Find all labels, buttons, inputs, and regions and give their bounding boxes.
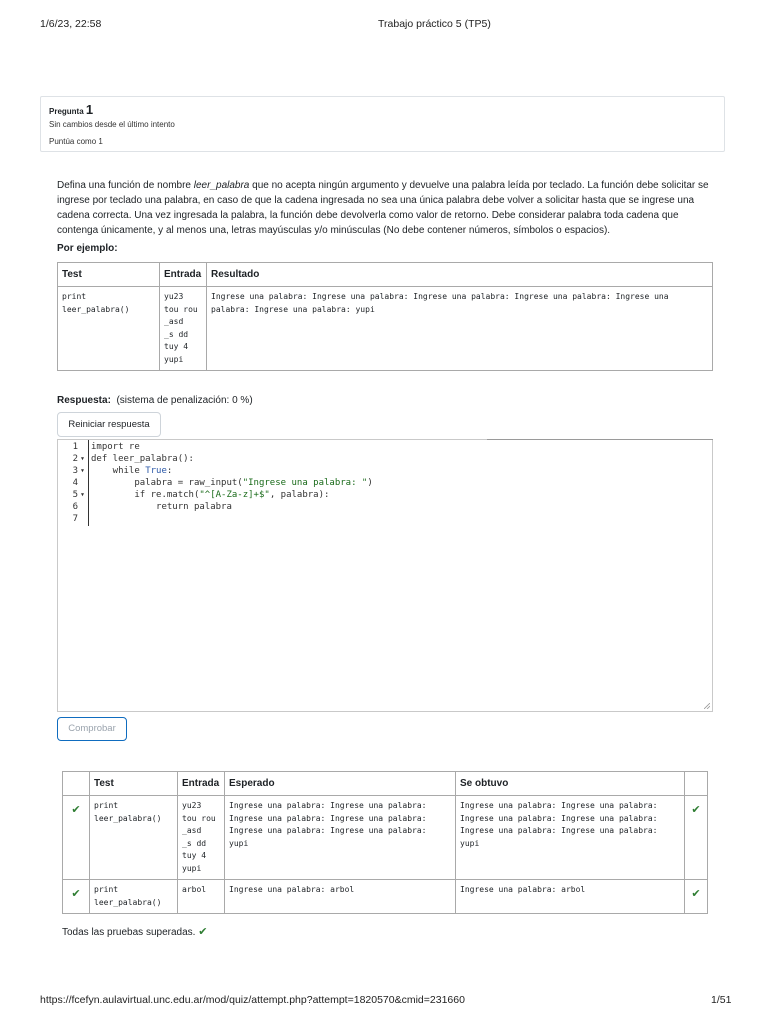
line-number: 1 bbox=[72, 442, 78, 452]
table-row bbox=[63, 880, 708, 914]
code-line[interactable] bbox=[58, 513, 698, 525]
row2-got-cell: Ingrese una palabra: arbol bbox=[456, 880, 685, 914]
code-token: if re.match( bbox=[91, 490, 200, 500]
row1-pass-left bbox=[63, 796, 90, 880]
code-token: def leer_palabra(): bbox=[91, 454, 194, 464]
code-token: True bbox=[145, 466, 167, 476]
results-col-got: Se obtuvo bbox=[456, 772, 685, 796]
results-col-expected: Esperado bbox=[225, 772, 456, 796]
print-page-title: Trabajo práctico 5 (TP5) bbox=[378, 18, 491, 30]
code-source bbox=[91, 453, 194, 465]
fold-arrow-icon[interactable]: ▼ bbox=[81, 492, 85, 498]
statement-function-name: leer_palabra bbox=[193, 180, 250, 191]
code-token: , palabra): bbox=[269, 490, 330, 500]
row2-test-cell: print leer_palabra() bbox=[90, 880, 178, 914]
question-statement bbox=[57, 178, 712, 238]
code-source bbox=[91, 441, 140, 453]
code-token: palabra = raw_input( bbox=[91, 478, 243, 488]
row2-pass-right bbox=[685, 880, 708, 914]
row1-test-cell: print leer_palabra() bbox=[90, 796, 178, 880]
row2-expected-cell: Ingrese una palabra: arbol bbox=[225, 880, 456, 914]
example-table-header bbox=[58, 263, 713, 287]
question-grade: Puntúa como 1 bbox=[49, 137, 103, 146]
code-line[interactable] bbox=[58, 501, 698, 513]
editor-divider bbox=[487, 439, 713, 440]
code-editor[interactable] bbox=[57, 439, 713, 712]
row1-expected-cell: Ingrese una palabra: Ingrese una palabra: Ingrese una palabra: Ingrese una palabra: Ingrese una palabra: Ingrese una palabra: yupi bbox=[225, 796, 456, 880]
check-mark-icon: ✔ bbox=[71, 804, 81, 816]
check-mark-icon: ✔ bbox=[198, 926, 208, 938]
line-number: 4 bbox=[72, 478, 78, 488]
code-token: : bbox=[166, 466, 173, 476]
results-col-status bbox=[63, 772, 90, 796]
question-number-value: 1 bbox=[85, 102, 94, 117]
code-token: "Ingrese una palabra: " bbox=[242, 478, 368, 488]
print-datetime: 1/6/23, 22:58 bbox=[40, 18, 102, 30]
example-col-test: Test bbox=[58, 263, 160, 287]
fold-arrow-icon[interactable]: ▼ bbox=[81, 456, 85, 462]
reset-answer-button[interactable]: Reiniciar respuesta bbox=[57, 412, 161, 437]
code-line[interactable] bbox=[58, 441, 698, 453]
line-number: 3 bbox=[72, 466, 78, 476]
results-table bbox=[62, 771, 708, 914]
results-col-status-right bbox=[685, 772, 708, 796]
example-col-result: Resultado bbox=[207, 263, 713, 287]
code-lines[interactable] bbox=[58, 441, 698, 525]
results-table-header bbox=[63, 772, 708, 796]
question-info-box bbox=[40, 96, 725, 152]
code-token: "^[A-Za-z]+$" bbox=[199, 490, 270, 500]
example-test-cell: print leer_palabra() bbox=[58, 287, 160, 371]
code-source bbox=[91, 489, 329, 501]
code-token: while bbox=[91, 466, 146, 476]
code-source bbox=[91, 501, 232, 513]
resize-handle-icon[interactable] bbox=[704, 703, 710, 709]
example-title: Por ejemplo: bbox=[57, 243, 118, 254]
row2-input-cell: arbol bbox=[178, 880, 225, 914]
answer-label bbox=[57, 395, 253, 406]
table-row bbox=[58, 287, 713, 371]
results-col-test: Test bbox=[90, 772, 178, 796]
line-number: 7 bbox=[72, 514, 78, 524]
row1-got-cell: Ingrese una palabra: Ingrese una palabra: Ingrese una palabra: Ingrese una palabra: Ingrese una palabra: Ingrese una palabra: yupi bbox=[456, 796, 685, 880]
line-number: 6 bbox=[72, 502, 78, 512]
answer-label-text: Respuesta: bbox=[57, 395, 111, 406]
check-mark-icon: ✔ bbox=[691, 804, 701, 816]
code-line[interactable] bbox=[58, 477, 698, 489]
code-token: ) bbox=[367, 478, 373, 488]
check-mark-icon: ✔ bbox=[691, 888, 701, 900]
summary-text: Todas las pruebas superadas. bbox=[62, 927, 196, 938]
example-col-input: Entrada bbox=[160, 263, 207, 287]
code-line[interactable] bbox=[58, 489, 698, 501]
example-table bbox=[57, 262, 713, 371]
code-token: return palabra bbox=[91, 502, 232, 512]
example-result-cell: Ingrese una palabra: Ingrese una palabra: Ingrese una palabra: Ingrese una palabra: Ingrese una palabra: Ingrese una palabra: yupi bbox=[207, 287, 713, 371]
example-input-cell: yu23 tou rou _asd _s dd tuy 4 yupi bbox=[160, 287, 207, 371]
line-number: 5 bbox=[72, 490, 78, 500]
penalty-text: (sistema de penalización: 0 %) bbox=[116, 395, 253, 406]
question-state: Sin cambios desde el último intento bbox=[49, 120, 175, 129]
code-line[interactable] bbox=[58, 453, 698, 465]
code-line[interactable] bbox=[58, 465, 698, 477]
print-url: https://fcefyn.aulavirtual.unc.edu.ar/mod/quiz/attempt.php?attempt=1820570&cmid=231660 bbox=[40, 994, 465, 1006]
check-button[interactable]: Comprobar bbox=[57, 717, 127, 741]
row2-pass-left bbox=[63, 880, 90, 914]
question-number bbox=[49, 102, 93, 117]
tests-summary bbox=[62, 925, 207, 938]
row1-input-cell: yu23 tou rou _asd _s dd tuy 4 yupi bbox=[178, 796, 225, 880]
statement-text-2: que no acepta ningún argumento y devuelve una palabra leída por teclado. La función debe solicitar se ingrese por teclado una palabra, en caso de que la cadena ingresada no sea una única palabra debe volver a solicitar hasta que se ingrese una cadena correcta. Una vez ingresada la palabra, la función debe devolverla como valor de retorno. Debe considerar palabra toda cadena que contenga únicamente, y al menos una, letras mayúsculas y/o minúsculas (No debe contener números, símbolos o espacios). bbox=[57, 180, 709, 236]
code-source bbox=[91, 465, 172, 477]
line-number: 2 bbox=[72, 454, 78, 464]
statement-text-1: Defina una función de nombre bbox=[57, 180, 194, 191]
code-source bbox=[91, 477, 373, 489]
table-row bbox=[63, 796, 708, 880]
check-mark-icon: ✔ bbox=[71, 888, 81, 900]
row1-pass-right bbox=[685, 796, 708, 880]
question-label: Pregunta bbox=[49, 107, 84, 116]
code-token: import re bbox=[91, 442, 140, 452]
print-page-number: 1/51 bbox=[711, 994, 732, 1006]
results-col-input: Entrada bbox=[178, 772, 225, 796]
fold-arrow-icon[interactable]: ▼ bbox=[81, 468, 85, 474]
